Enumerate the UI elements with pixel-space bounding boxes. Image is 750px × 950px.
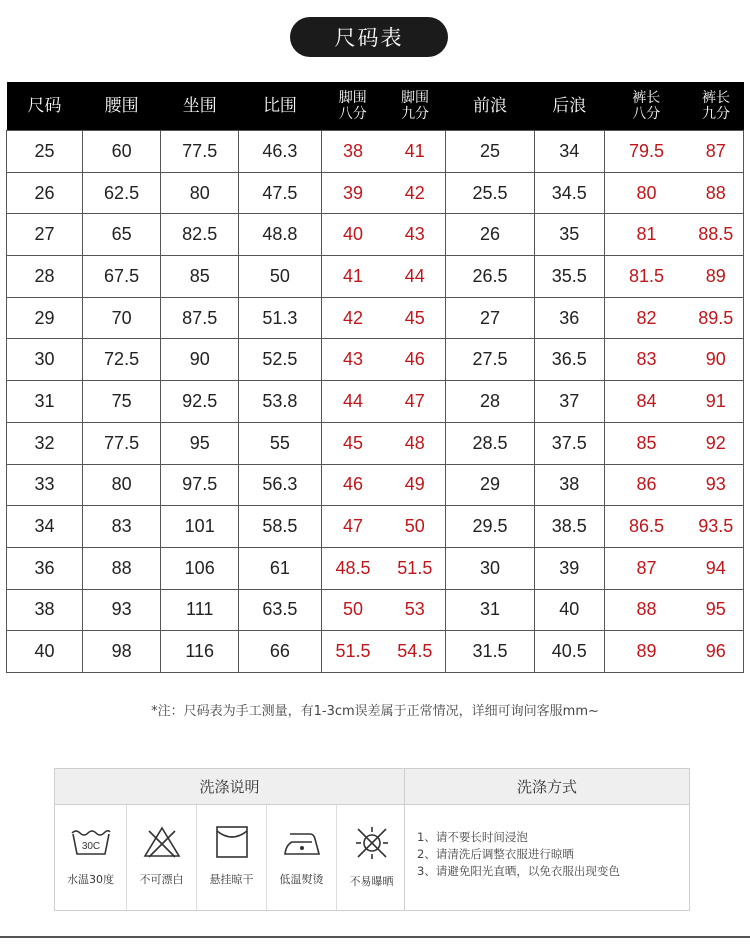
column-header: 比围	[239, 82, 321, 131]
table-cell: 35	[534, 214, 604, 256]
table-cell: 34.5	[534, 172, 604, 214]
table-cell: 48	[384, 422, 445, 464]
table-cell: 61	[239, 547, 321, 589]
column-header: 腰围	[83, 82, 161, 131]
table-cell: 94	[689, 547, 744, 589]
table-row	[7, 464, 744, 506]
table-row	[7, 506, 744, 548]
table-cell: 66	[239, 631, 321, 673]
table-cell: 93	[689, 464, 744, 506]
care-item-wash	[56, 805, 125, 910]
table-row	[7, 381, 744, 423]
table-cell: 75	[83, 381, 161, 423]
table-cell: 38	[321, 131, 384, 173]
table-cell: 25	[7, 131, 83, 173]
table-cell: 45	[384, 297, 445, 339]
table-cell: 89	[689, 256, 744, 298]
table-cell: 79.5	[604, 131, 688, 173]
table-cell: 80	[83, 464, 161, 506]
measurement-note: *注：尺码表为手工测量，有1-3cm误差属于正常情况，详细可询问客服mm~	[151, 704, 599, 719]
table-cell: 41	[321, 256, 384, 298]
care-method-title: 洗涤方式	[405, 769, 689, 804]
table-cell: 28.5	[446, 422, 535, 464]
table-header-row	[7, 82, 744, 131]
hang-dry-icon	[212, 825, 252, 859]
table-cell: 86	[604, 464, 688, 506]
table-cell: 48.8	[239, 214, 321, 256]
table-row	[7, 172, 744, 214]
table-cell: 93	[83, 589, 161, 631]
table-cell: 85	[161, 256, 239, 298]
care-label: 悬挂晾干	[209, 873, 254, 886]
table-row	[7, 131, 744, 173]
table-cell: 31	[446, 589, 535, 631]
table-cell: 101	[161, 506, 239, 548]
table-cell: 80	[161, 172, 239, 214]
table-cell: 84	[604, 381, 688, 423]
table-cell: 40	[321, 214, 384, 256]
table-cell: 47.5	[239, 172, 321, 214]
table-cell: 29.5	[446, 506, 535, 548]
table-cell: 30	[7, 339, 83, 381]
table-cell: 47	[384, 381, 445, 423]
svg-text:30C: 30C	[81, 841, 100, 852]
table-cell: 35.5	[534, 256, 604, 298]
table-cell: 83	[604, 339, 688, 381]
table-cell: 81	[604, 214, 688, 256]
table-cell: 27	[7, 214, 83, 256]
table-cell: 50	[384, 506, 445, 548]
column-header: 前浪	[446, 82, 535, 131]
table-cell: 72.5	[83, 339, 161, 381]
table-cell: 26.5	[446, 256, 535, 298]
care-method-item: 3、请避免阳光直晒，以免衣服出现变色	[417, 864, 620, 878]
table-row	[7, 297, 744, 339]
column-header: 裤长 九分	[689, 82, 744, 131]
table-cell: 88	[689, 172, 744, 214]
care-item-iron	[266, 805, 336, 910]
table-cell: 85	[604, 422, 688, 464]
table-cell: 40	[534, 589, 604, 631]
table-cell: 43	[384, 214, 445, 256]
table-cell: 26	[7, 172, 83, 214]
table-cell: 87	[604, 547, 688, 589]
table-cell: 82.5	[161, 214, 239, 256]
table-row	[7, 339, 744, 381]
table-cell: 87	[689, 131, 744, 173]
table-cell: 47	[321, 506, 384, 548]
table-row	[7, 631, 744, 673]
table-cell: 44	[321, 381, 384, 423]
table-cell: 77.5	[161, 131, 239, 173]
table-cell: 89	[604, 631, 688, 673]
care-label: 低温熨烫	[279, 873, 324, 886]
table-cell: 30	[446, 547, 535, 589]
table-cell: 46.3	[239, 131, 321, 173]
care-method-item: 1、请不要长时间浸泡	[417, 830, 528, 844]
divider	[0, 936, 750, 938]
table-cell: 44	[384, 256, 445, 298]
table-cell: 88	[83, 547, 161, 589]
table-cell: 25	[446, 131, 535, 173]
table-cell: 93.5	[689, 506, 744, 548]
table-cell: 88.5	[689, 214, 744, 256]
table-cell: 87.5	[161, 297, 239, 339]
table-cell: 89.5	[689, 297, 744, 339]
table-cell: 52.5	[239, 339, 321, 381]
care-label: 不易曝晒	[349, 875, 394, 888]
table-cell: 32	[7, 422, 83, 464]
table-cell: 41	[384, 131, 445, 173]
table-cell: 51.5	[321, 631, 384, 673]
care-item-dry	[196, 805, 266, 910]
table-cell: 81.5	[604, 256, 688, 298]
table-cell: 83	[83, 506, 161, 548]
table-cell: 36.5	[534, 339, 604, 381]
table-cell: 58.5	[239, 506, 321, 548]
table-cell: 38.5	[534, 506, 604, 548]
table-row	[7, 547, 744, 589]
column-header: 脚围 九分	[384, 82, 445, 131]
table-cell: 98	[83, 631, 161, 673]
table-cell: 38	[534, 464, 604, 506]
care-panel	[54, 768, 690, 911]
table-cell: 33	[7, 464, 83, 506]
table-cell: 63.5	[239, 589, 321, 631]
table-cell: 40	[7, 631, 83, 673]
table-cell: 53	[384, 589, 445, 631]
table-cell: 60	[83, 131, 161, 173]
table-cell: 29	[446, 464, 535, 506]
column-header: 脚围 八分	[321, 82, 384, 131]
table-row	[7, 422, 744, 464]
iron-low-icon	[280, 825, 324, 859]
table-cell: 97.5	[161, 464, 239, 506]
table-cell: 80	[604, 172, 688, 214]
table-row	[7, 214, 744, 256]
table-cell: 62.5	[83, 172, 161, 214]
table-cell: 92	[689, 422, 744, 464]
table-cell: 37	[534, 381, 604, 423]
page-title: 尺码表	[290, 17, 448, 57]
table-cell: 50	[239, 256, 321, 298]
table-cell: 37.5	[534, 422, 604, 464]
table-cell: 95	[689, 589, 744, 631]
care-method-item: 2、请清洗后调整衣服进行晾晒	[417, 847, 574, 861]
table-cell: 26	[446, 214, 535, 256]
no-bleach-icon	[142, 825, 182, 859]
table-row	[7, 256, 744, 298]
table-cell: 27.5	[446, 339, 535, 381]
care-instructions-title: 洗涤说明	[55, 769, 404, 804]
table-cell: 46	[321, 464, 384, 506]
table-cell: 36	[7, 547, 83, 589]
table-cell: 70	[83, 297, 161, 339]
wash-30-icon	[69, 825, 113, 859]
table-cell: 51.5	[384, 547, 445, 589]
care-label: 水温30度	[67, 873, 114, 886]
table-cell: 49	[384, 464, 445, 506]
table-cell: 90	[689, 339, 744, 381]
table-cell: 40.5	[534, 631, 604, 673]
table-cell: 55	[239, 422, 321, 464]
table-cell: 38	[7, 589, 83, 631]
table-cell: 116	[161, 631, 239, 673]
table-cell: 36	[534, 297, 604, 339]
table-cell: 34	[7, 506, 83, 548]
table-cell: 95	[161, 422, 239, 464]
table-cell: 39	[321, 172, 384, 214]
table-cell: 43	[321, 339, 384, 381]
care-item-bleach	[126, 805, 196, 910]
table-cell: 31	[7, 381, 83, 423]
column-header: 尺码	[7, 82, 83, 131]
table-cell: 28	[446, 381, 535, 423]
table-cell: 67.5	[83, 256, 161, 298]
table-cell: 46	[384, 339, 445, 381]
no-sun-icon	[352, 825, 392, 861]
table-cell: 42	[321, 297, 384, 339]
size-table	[6, 82, 744, 673]
table-cell: 82	[604, 297, 688, 339]
table-cell: 54.5	[384, 631, 445, 673]
table-cell: 31.5	[446, 631, 535, 673]
table-cell: 29	[7, 297, 83, 339]
table-cell: 50	[321, 589, 384, 631]
column-header: 后浪	[534, 82, 604, 131]
care-item-sun	[336, 805, 406, 910]
table-cell: 111	[161, 589, 239, 631]
table-cell: 53.8	[239, 381, 321, 423]
table-cell: 65	[83, 214, 161, 256]
table-cell: 39	[534, 547, 604, 589]
table-cell: 34	[534, 131, 604, 173]
table-cell: 48.5	[321, 547, 384, 589]
care-method-list	[417, 829, 687, 880]
table-cell: 25.5	[446, 172, 535, 214]
table-cell: 42	[384, 172, 445, 214]
column-header: 裤长 八分	[604, 82, 688, 131]
table-cell: 56.3	[239, 464, 321, 506]
table-cell: 88	[604, 589, 688, 631]
table-cell: 106	[161, 547, 239, 589]
table-cell: 90	[161, 339, 239, 381]
table-cell: 96	[689, 631, 744, 673]
table-cell: 91	[689, 381, 744, 423]
table-row	[7, 589, 744, 631]
table-cell: 45	[321, 422, 384, 464]
care-label: 不可漂白	[139, 873, 184, 886]
table-cell: 77.5	[83, 422, 161, 464]
table-cell: 27	[446, 297, 535, 339]
column-header: 坐围	[161, 82, 239, 131]
table-cell: 92.5	[161, 381, 239, 423]
table-cell: 28	[7, 256, 83, 298]
table-cell: 86.5	[604, 506, 688, 548]
table-cell: 51.3	[239, 297, 321, 339]
